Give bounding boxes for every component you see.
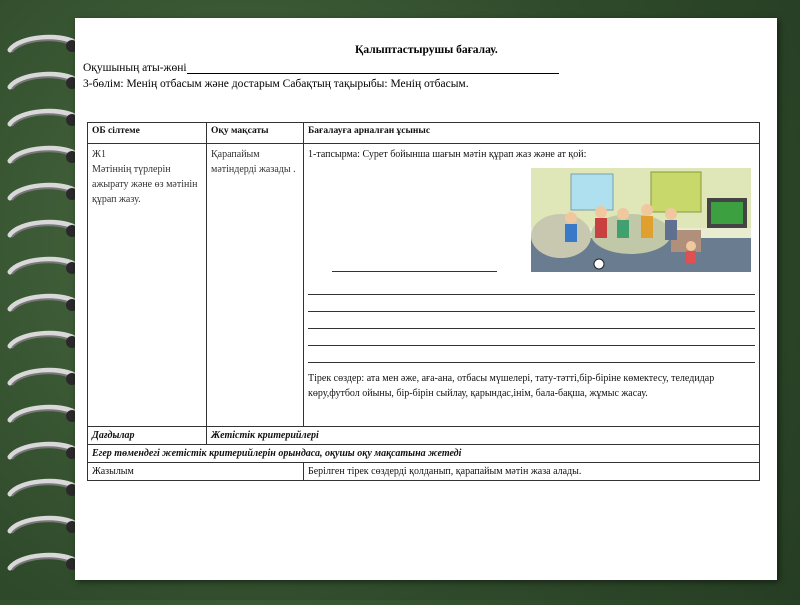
skills-header-row [88,427,760,445]
student-name-line [83,62,559,74]
spiral-ring [10,74,74,87]
header-ref: ОБ сілтеме [88,123,207,144]
spiral-ring [10,259,74,272]
ref-text: Мәтіннің түрлерін ажырату және өз мәтінін құрап жазу. [92,164,198,205]
support-words: Тірек сөздер: ата мен әже, аға-ана, отбасы мүшелері, тату-тәтті,бір-біріне көмектесу, теледидар көру,футбол ойыны, бір-бірін сыйлау, қарындас,інім, бала-бақша, жұмыс жасау. [308,373,715,399]
title-answer-line[interactable] [332,271,497,272]
family-picture [531,168,751,272]
student-name-field[interactable] [187,62,559,74]
condition-row [88,445,760,463]
task-cell [304,144,760,427]
spiral-ring [10,407,74,420]
criteria-label: Жетістік критерийлері [207,427,760,445]
table-row [88,144,760,427]
table-row [88,463,760,481]
assessment-table [87,122,760,481]
spiral-ring [10,444,74,457]
spiral-ring [10,222,74,235]
table-header-row [88,123,760,144]
worksheet-page [75,18,777,580]
spiral-ring [10,111,74,124]
skill-name: Жазылым [88,463,304,481]
spiral-ring [10,555,74,568]
ref-code: Ж1 [92,149,106,160]
spiral-ring [10,370,74,383]
skills-label: Дағдылар [88,427,207,445]
page-title: Қалыптастырушы бағалау. [355,44,498,56]
answer-lines[interactable] [308,278,755,363]
task-text: 1-тапсырма: Сурет бойынша шағын мәтін құрап жаз және ат қой: [308,149,587,160]
spiral-ring [10,148,74,161]
header-goal: Оқу мақсаты [207,123,304,144]
ref-cell [88,144,207,427]
section-line: 3-бөлім: Менің отбасым және достарым Сабақтың тақырыбы: Менің отбасым. [83,78,469,90]
spiral-ring [10,481,74,494]
spiral-ring [10,518,74,531]
header-recommendation: Бағалауға арналған ұсыныс [304,123,760,144]
skill-criterion: Берілген тірек сөздерді қолданып, қарапайым мәтін жаза алады. [304,463,760,481]
spiral-ring [10,37,74,50]
spiral-ring [10,296,74,309]
spiral-ring [10,185,74,198]
goal-text: Қарапайым мәтіндерді жазады . [211,149,296,175]
spiral-ring [10,333,74,346]
goal-cell [207,144,304,427]
condition-text: Егер төмендегі жетістік критерийлерін орындаса, оқушы оқу мақсатына жетеді [88,445,760,463]
student-name-label: Оқушының аты-жөні [83,62,187,74]
